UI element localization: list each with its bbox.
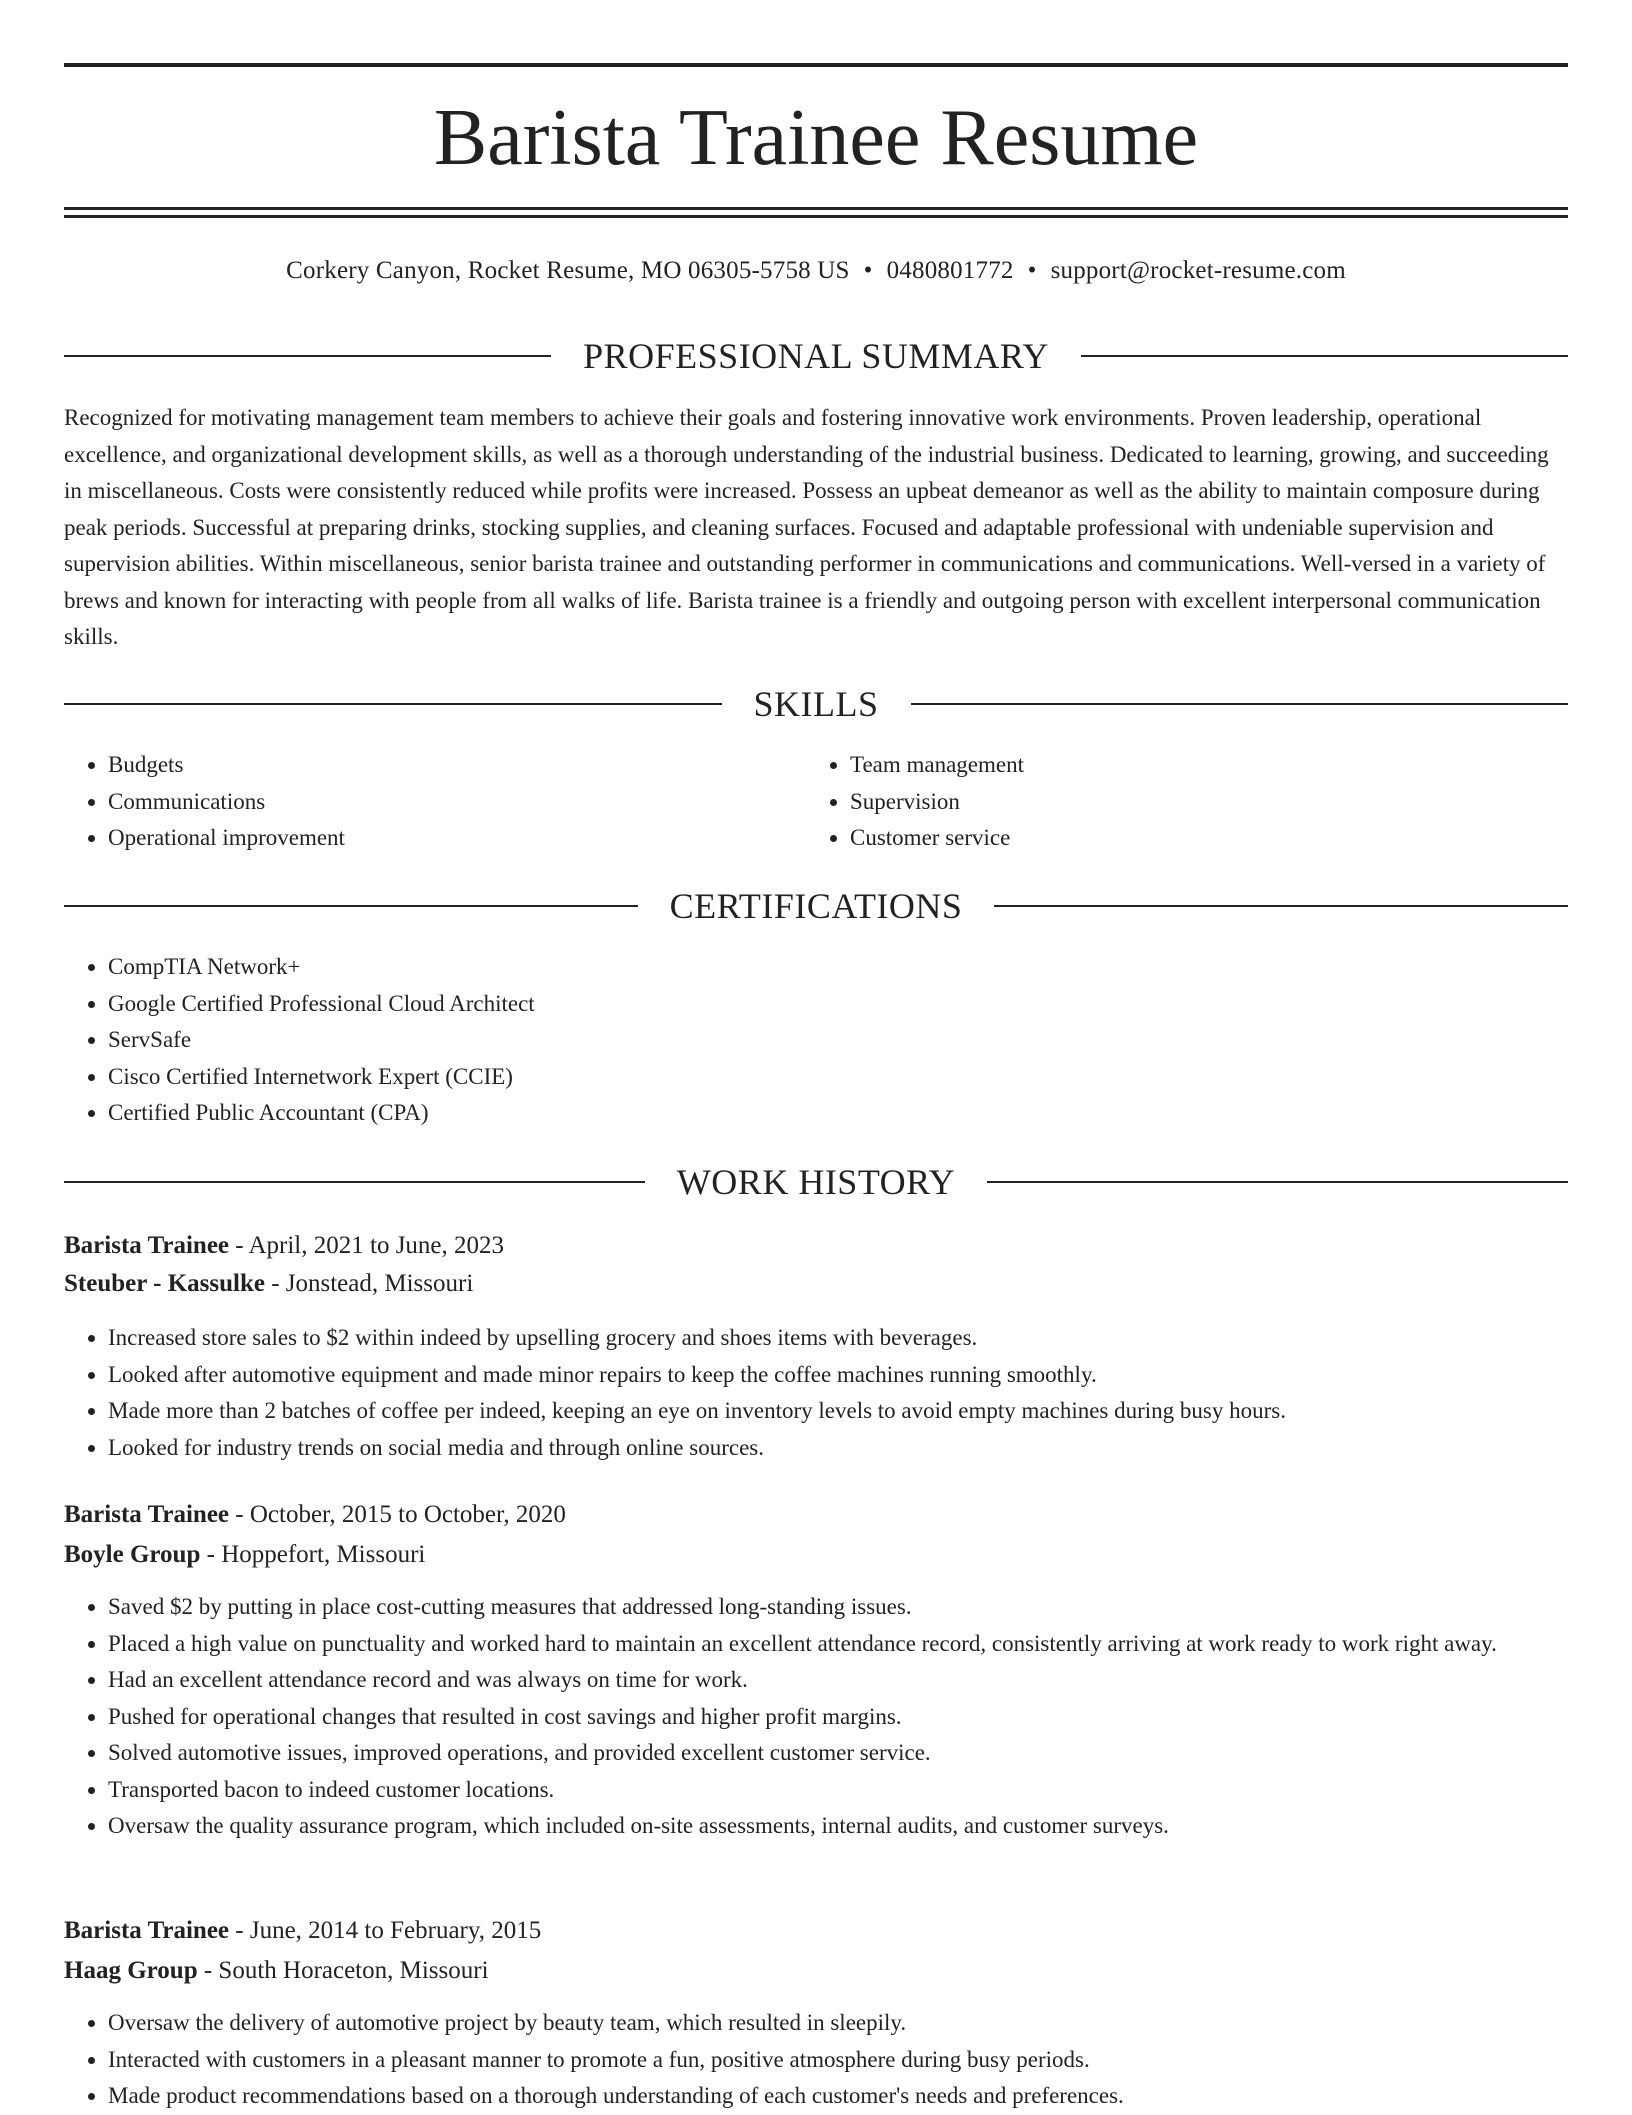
job-bullet: • Made product recommendations based on a thorough understanding of each customer's needs and preferences.	[108, 2078, 1568, 2115]
job-bullets	[64, 1589, 1568, 1845]
contact-address: Corkery Canyon, Rocket Resume, MO 06305-5758 US	[286, 257, 850, 284]
certifications-list	[64, 949, 1568, 1132]
job-bullet: • Pushed for operational changes that resulted in cost savings and higher profit margins.	[108, 1699, 1568, 1736]
contact-line	[64, 253, 1568, 289]
job-bullet: • Increased store sales to $2 within indeed by upselling grocery and shoes items with beverages.	[108, 1320, 1568, 1357]
skill-item: • Supervision	[850, 784, 1566, 821]
job-location: - Jonstead, Missouri	[264, 1270, 474, 1297]
contact-separator: •	[1027, 257, 1037, 284]
section-heading-label: WORK HISTORY	[676, 1162, 956, 1202]
section-heading-work-history	[64, 1160, 1568, 1204]
contact-email: support@rocket-resume.com	[1050, 257, 1346, 284]
job-company-line	[64, 1536, 1568, 1574]
contact-separator: •	[863, 257, 873, 284]
skills-column-left	[64, 747, 804, 857]
heading-rule	[64, 703, 722, 705]
skill-item: • Budgets	[108, 747, 804, 784]
job-bullet: • Oversaw the delivery of automotive project by beauty team, which resulted in sleepily.	[108, 2005, 1568, 2042]
certification-item: • Google Certified Professional Cloud Architect	[108, 986, 1568, 1023]
section-heading-summary	[64, 334, 1568, 378]
section-heading-label: CERTIFICATIONS	[669, 886, 963, 926]
certification-item: • Certified Public Accountant (CPA)	[108, 1095, 1568, 1132]
job-dates: - April, 2021 to June, 2023	[229, 1232, 505, 1259]
job-bullet: • Saved $2 by putting in place cost-cutting measures that addressed long-standing issues.	[108, 1589, 1568, 1626]
heading-rule	[987, 1181, 1568, 1183]
job-title: Barista Trainee	[64, 1232, 230, 1259]
section-heading-certifications	[64, 884, 1568, 928]
job-title-line	[64, 1227, 1568, 1265]
certification-item: • CompTIA Network+	[108, 949, 1568, 986]
title-rule-upper	[64, 207, 1568, 210]
job-company: Steuber - Kassulke	[64, 1270, 265, 1297]
heading-rule	[64, 355, 551, 357]
job-bullet: • Interacted with customers in a pleasant manner to promote a fun, positive atmosphere during busy periods.	[108, 2042, 1568, 2079]
job-title-line	[64, 1912, 1568, 1950]
section-heading-label: PROFESSIONAL SUMMARY	[583, 336, 1049, 376]
certification-item: • ServSafe	[108, 1022, 1568, 1059]
job-bullet: • Made more than 2 batches of coffee per indeed, keeping an eye on inventory levels to avoid empty machines during busy hours.	[108, 1393, 1568, 1430]
job-bullet: • Placed a high value on punctuality and worked hard to maintain an excellent attendance record, consistently arriving at work ready to work right away.	[108, 1626, 1568, 1663]
resume-title: Barista Trainee Resume	[433, 94, 1199, 182]
heading-rule	[64, 1181, 645, 1183]
job-company: Boyle Group	[64, 1541, 201, 1568]
job-title: Barista Trainee	[64, 1501, 230, 1528]
top-rule	[64, 63, 1568, 67]
skill-item: • Team management	[850, 747, 1566, 784]
heading-rule	[994, 905, 1568, 907]
skill-item: • Operational improvement	[108, 820, 804, 857]
job-bullet: • Solved automotive issues, improved operations, and provided excellent customer service.	[108, 1735, 1568, 1772]
skill-item: • Communications	[108, 784, 804, 821]
skills-column-right	[806, 747, 1566, 857]
skill-item: • Customer service	[850, 820, 1566, 857]
job-title: Barista Trainee	[64, 1917, 230, 1944]
job-company-line	[64, 1265, 1568, 1303]
section-heading-label: SKILLS	[753, 684, 879, 724]
summary-text: Recognized for motivating management team members to achieve their goals and fostering innovative work environments. Proven leadership, operational excellence, and organizational development skills, as well as a thorough understanding of the industrial business. Dedicated to learning, growing, and succeeding in miscellaneous. Costs were consistently reduced while profits were increased. Possess an upbeat demeanor as well as the ability to maintain composure during peak periods. Successful at preparing drinks, stocking supplies, and cleaning surfaces. Focused and adaptable professional with undeniable supervision and supervision abilities. Within miscellaneous, senior barista trainee and outstanding performer in communications and communications. Well-versed in a variety of brews and known for interacting with people from all walks of life. Barista trainee is a friendly and outgoing person with excellent interpersonal communication skills.	[64, 405, 1549, 649]
job-location: - South Horaceton, Missouri	[197, 1957, 489, 1984]
job-title-line	[64, 1496, 1568, 1534]
job-dates: - October, 2015 to October, 2020	[229, 1501, 566, 1528]
job-bullet: • Looked for industry trends on social media and through online sources.	[108, 1430, 1568, 1467]
section-heading-skills	[64, 682, 1568, 726]
job-company: Haag Group	[64, 1957, 198, 1984]
title-rule-lower	[64, 215, 1568, 218]
heading-rule	[64, 905, 638, 907]
job-company-line	[64, 1952, 1568, 1990]
job-dates: - June, 2014 to February, 2015	[229, 1917, 542, 1944]
job-bullet: • Oversaw the quality assurance program, which included on-site assessments, internal audits, and customer surveys.	[108, 1808, 1568, 1845]
job-bullet: • Looked after automotive equipment and made minor repairs to keep the coffee machines running smoothly.	[108, 1357, 1568, 1394]
contact-phone: 0480801772	[886, 257, 1014, 284]
heading-rule	[1081, 355, 1568, 357]
job-bullet: • Had an excellent attendance record and was always on time for work.	[108, 1662, 1568, 1699]
heading-rule	[911, 703, 1569, 705]
job-bullets	[64, 1320, 1568, 1466]
job-bullet: • Transported bacon to indeed customer locations.	[108, 1772, 1568, 1809]
job-location: - Hoppefort, Missouri	[200, 1541, 426, 1568]
certification-item: • Cisco Certified Internetwork Expert (CCIE)	[108, 1059, 1568, 1096]
job-bullets	[64, 2005, 1568, 2115]
